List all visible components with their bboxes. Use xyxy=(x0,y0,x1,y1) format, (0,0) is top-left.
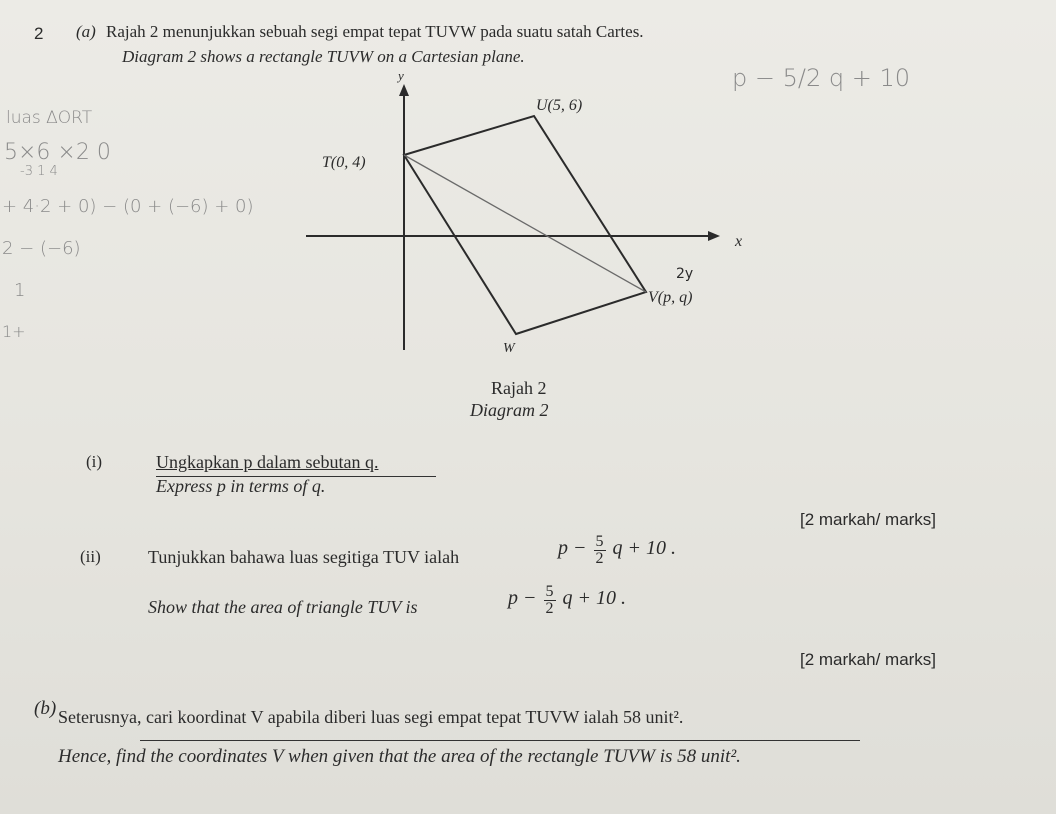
x-axis-arrow xyxy=(708,231,720,241)
y-axis-arrow xyxy=(399,84,409,96)
label-U: U(5, 6) xyxy=(536,97,583,114)
expr-left: p − xyxy=(558,537,587,560)
handwritten-note-top-right: p − 5/2 q + 10 xyxy=(732,64,910,92)
handwritten-note-6: 1 xyxy=(14,280,26,301)
handwritten-note-3: -3 1 4 xyxy=(20,164,58,179)
part-i-text-en: Express p in terms of q. xyxy=(156,476,326,496)
part-ii-text-en: Show that the area of triangle TUV is xyxy=(148,597,418,617)
fraction-numerator-en: 5 xyxy=(545,583,554,600)
expr-right-en: q + 10 . xyxy=(562,587,626,610)
handwritten-note-4: + 4·2 + 0) − (0 + (−6) + 0) xyxy=(2,196,254,217)
x-axis-label: x xyxy=(735,233,743,250)
part-i-marks: [2 markah/ marks] xyxy=(800,510,937,529)
caption-ms: Rajah 2 xyxy=(491,378,547,398)
part-a-label: (a) xyxy=(76,22,96,41)
handwritten-near-V: 2y xyxy=(676,266,694,282)
y-axis-label: y xyxy=(398,68,404,83)
expr-left-en: p − xyxy=(508,587,537,610)
rectangle-TUVW xyxy=(404,116,646,334)
fraction-denominator: 2 xyxy=(595,550,604,567)
handwritten-note-2: 5×6 ×2 0 xyxy=(4,140,111,165)
fraction xyxy=(594,534,606,567)
caption-en: Diagram 2 xyxy=(470,400,549,420)
label-V: V(p, q) xyxy=(648,289,693,306)
part-a-text-ms: Rajah 2 menunjukkan sebuah segi empat tepat TUVW pada suatu satah Cartes. xyxy=(106,22,644,41)
handwritten-note-1: luas ΔORT xyxy=(6,108,93,128)
part-ii-marks: [2 markah/ marks] xyxy=(800,650,937,669)
fraction-en xyxy=(544,584,556,617)
label-T: T(0, 4) xyxy=(322,154,366,171)
part-a-text-en: Diagram 2 shows a rectangle TUVW on a Cartesian plane. xyxy=(122,47,525,66)
question-number: 2 xyxy=(34,24,44,43)
label-W: W xyxy=(503,341,515,356)
part-b-label: (b) xyxy=(34,698,57,719)
part-i-underline xyxy=(156,476,436,477)
diagonal-TV xyxy=(404,155,646,292)
part-b-text-en: Hence, find the coordinates V when given that the area of the rectangle TUVW is 58 unit². xyxy=(58,746,741,767)
fraction-denominator-en: 2 xyxy=(545,600,554,617)
expr-right: q + 10 . xyxy=(612,537,676,560)
handwritten-note-5: 2 − (−6) xyxy=(2,238,81,259)
part-ii-label: (ii) xyxy=(80,547,101,566)
part-i-text-ms: Ungkapkan p dalam sebutan q. xyxy=(156,452,379,472)
part-b-underline xyxy=(140,740,860,741)
part-ii-text-ms: Tunjukkan bahawa luas segitiga TUV ialah xyxy=(148,547,460,567)
part-ii-expression-ms xyxy=(558,534,676,567)
handwritten-note-7: 1+ xyxy=(2,322,26,341)
part-i-label: (i) xyxy=(86,452,103,471)
part-b-text-ms: Seterusnya, cari koordinat V apabila diberi luas segi empat tepat TUVW ialah 58 unit². xyxy=(58,707,684,727)
fraction-numerator: 5 xyxy=(595,533,604,550)
part-ii-expression-en xyxy=(508,584,626,617)
